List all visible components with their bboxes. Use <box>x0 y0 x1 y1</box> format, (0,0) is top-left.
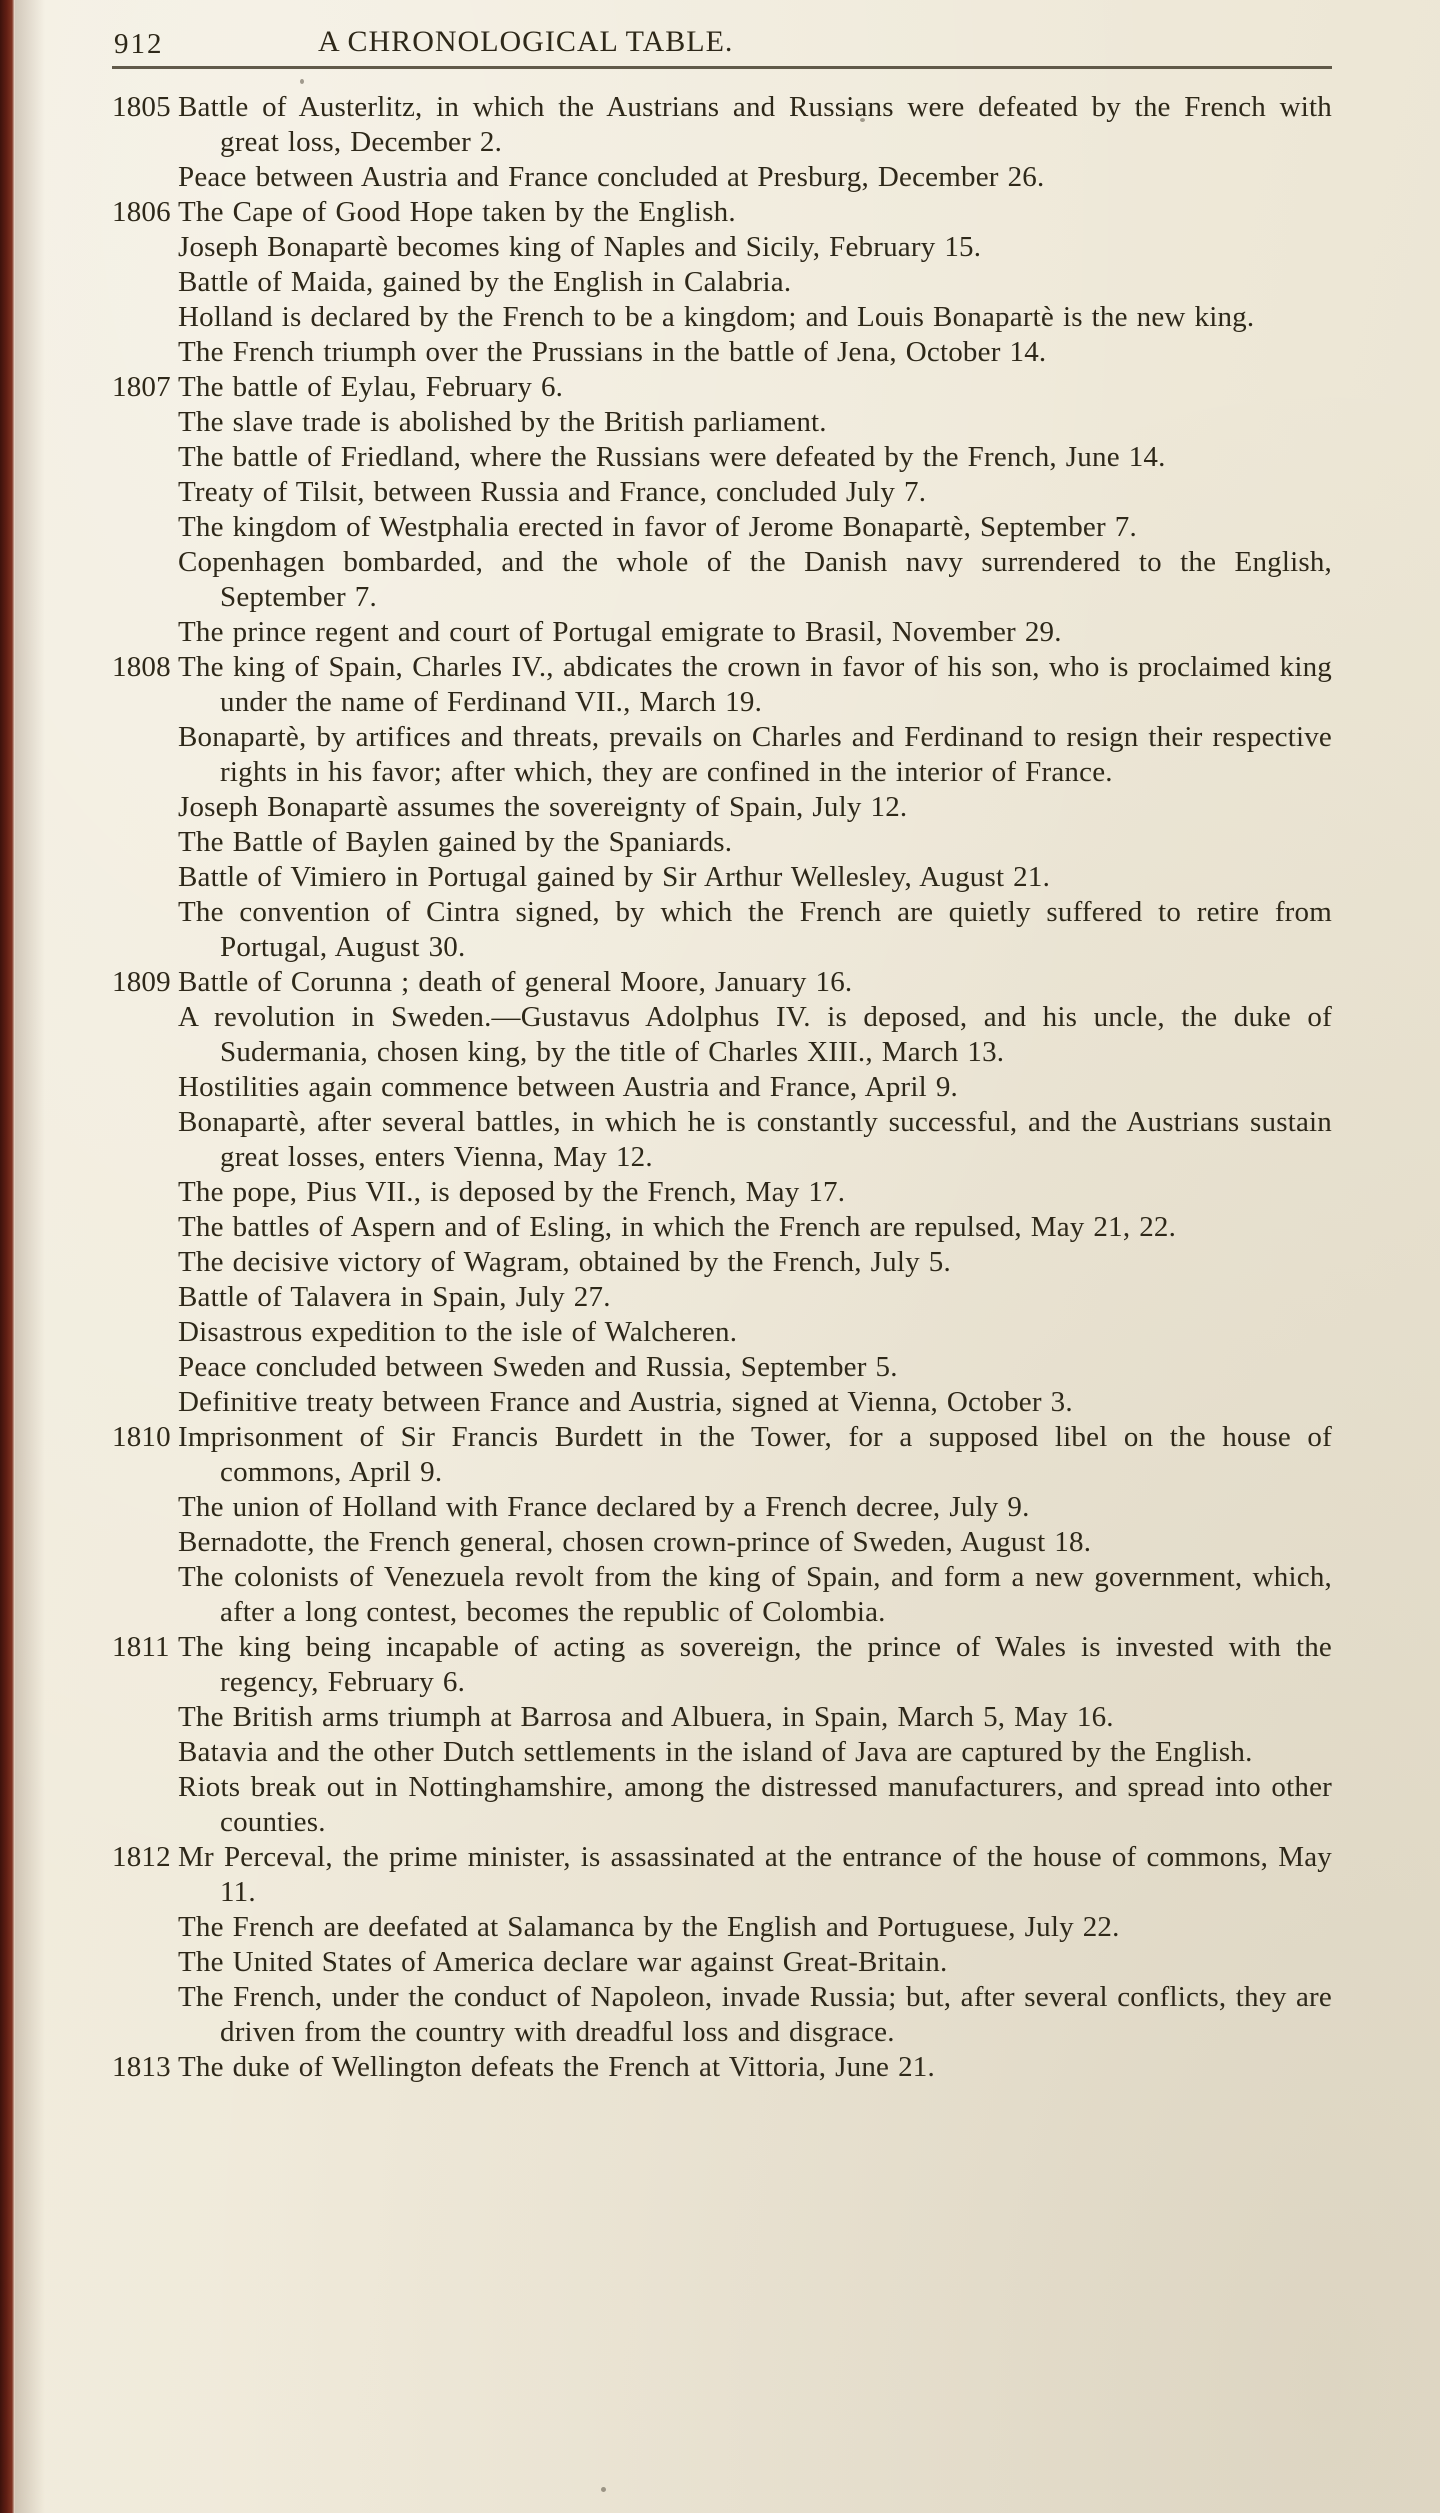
chronology-entry <box>112 440 1332 475</box>
entry-year <box>112 510 178 545</box>
entry-year: 1809 <box>112 966 171 998</box>
chronology-entry <box>112 790 1332 825</box>
entry-text: The slave trade is abolished by the British parliament. <box>178 406 827 438</box>
binding-edge-shadow <box>15 0 45 2513</box>
entry-year <box>112 1525 178 1560</box>
entry-text: Copenhagen bombarded, and the whole of the Danish navy surrendered to the English, September 7. <box>178 546 1332 613</box>
entry-text: Bonapartè, by artifices and threats, prevails on Charles and Ferdinand to resign their respective rights in his favor; after which, they are confined in the interior of France. <box>178 721 1332 788</box>
chronology-entry <box>112 1280 1332 1315</box>
entry-text: Batavia and the other Dutch settlements in the island of Java are captured by the English. <box>178 1736 1253 1768</box>
page-number: 912 <box>114 28 164 60</box>
entry-text: The convention of Cintra signed, by which the French are quietly suffered to retire from Portugal, August 30. <box>178 896 1332 963</box>
entry-year <box>112 405 178 440</box>
page-header <box>112 22 1332 66</box>
chronology-entry <box>112 1700 1332 1735</box>
entry-year <box>112 475 178 510</box>
entry-text: A revolution in Sweden.—Gustavus Adolphus IV. is deposed, and his uncle, the duke of Sudermania, chosen king, by the title of Charles XIII., March 13. <box>178 1001 1332 1068</box>
entry-text: Battle of Maida, gained by the English in Calabria. <box>178 266 792 298</box>
chronology-entry <box>112 615 1332 650</box>
chronology-entry <box>112 265 1332 300</box>
entry-text: Mr Perceval, the prime minister, is assassinated at the entrance of the house of commons, May 11. <box>178 1841 1332 1908</box>
paper-speck <box>601 2487 606 2492</box>
chronology-entry <box>112 965 1332 1000</box>
entry-year <box>112 440 178 475</box>
entry-text: The British arms triumph at Barrosa and Albuera, in Spain, March 5, May 16. <box>178 1701 1114 1733</box>
chronology-entry <box>112 1350 1332 1385</box>
entry-text: Disastrous expedition to the isle of Walcheren. <box>178 1316 738 1348</box>
entry-year <box>112 1175 178 1210</box>
chronology-entry <box>112 650 1332 720</box>
entry-year <box>112 1910 178 1945</box>
entry-text: The Cape of Good Hope taken by the English. <box>178 196 736 228</box>
entry-year <box>112 1315 178 1350</box>
chronology-entry <box>112 370 1332 405</box>
chronology-entry <box>112 1210 1332 1245</box>
entry-year: 1810 <box>112 1421 171 1453</box>
entry-year: 1813 <box>112 2051 171 2083</box>
entry-text: Battle of Talavera in Spain, July 27. <box>178 1281 611 1313</box>
entry-text: Riots break out in Nottinghamshire, among the distressed manufacturers, and spread into other counties. <box>178 1771 1332 1838</box>
entry-text: Peace concluded between Sweden and Russia, September 5. <box>178 1351 898 1383</box>
entry-text: The king of Spain, Charles IV., abdicates the crown in favor of his son, who is proclaimed king under the name of Ferdinand VII., March 19. <box>178 651 1332 718</box>
chronology-entry <box>112 1560 1332 1630</box>
entry-text: The United States of America declare war against Great-Britain. <box>178 1946 948 1978</box>
entry-text: The French, under the conduct of Napoleon, invade Russia; but, after several conflicts, they are driven from the country with dreadful loss and disgrace. <box>178 1981 1332 2048</box>
chronology-entry <box>112 1105 1332 1175</box>
chronology-entry <box>112 860 1332 895</box>
entry-year <box>112 1735 178 1770</box>
entry-year <box>112 160 178 195</box>
chronology-entry <box>112 1980 1332 2050</box>
entry-text: The French triumph over the Prussians in the battle of Jena, October 14. <box>178 336 1047 368</box>
entry-year <box>112 720 178 790</box>
chronology-list <box>112 90 1332 2085</box>
entry-year <box>112 1980 178 2050</box>
entry-text: Bernadotte, the French general, chosen crown-prince of Sweden, August 18. <box>178 1526 1092 1558</box>
entry-year: 1807 <box>112 371 171 403</box>
chronology-entry <box>112 1175 1332 1210</box>
chronology-entry <box>112 1945 1332 1980</box>
entry-text: The prince regent and court of Portugal emigrate to Brasil, November 29. <box>178 616 1062 648</box>
entry-year <box>112 1070 178 1105</box>
entry-text: The battle of Friedland, where the Russians were defeated by the French, June 14. <box>178 441 1166 473</box>
entry-year <box>112 1210 178 1245</box>
entry-text: The battle of Eylau, February 6. <box>178 371 564 403</box>
entry-year: 1806 <box>112 196 171 228</box>
entry-year <box>112 1350 178 1385</box>
entry-text: The colonists of Venezuela revolt from the king of Spain, and form a new government, which, after a long contest, becomes the republic of Colombia. <box>178 1561 1332 1628</box>
entry-year <box>112 230 178 265</box>
entry-year: 1811 <box>112 1631 170 1663</box>
chronology-entry <box>112 1420 1332 1490</box>
entry-text: Battle of Austerlitz, in which the Austrians and Russians were defeated by the French with great loss, December 2. <box>178 91 1332 158</box>
chronology-entry <box>112 1000 1332 1070</box>
chronology-entry <box>112 895 1332 965</box>
entry-year: 1805 <box>112 91 171 123</box>
entry-year <box>112 265 178 300</box>
chronology-entry <box>112 475 1332 510</box>
entry-text: Bonapartè, after several battles, in which he is constantly successful, and the Austrians sustain great losses, enters Vienna, May 12. <box>178 1106 1332 1173</box>
chronology-entry <box>112 1385 1332 1420</box>
entry-text: Imprisonment of Sir Francis Burdett in the Tower, for a supposed libel on the house of commons, April 9. <box>178 1421 1332 1488</box>
entry-year <box>112 545 178 615</box>
entry-text: The king being incapable of acting as sovereign, the prince of Wales is invested with the regency, February 6. <box>178 1631 1332 1698</box>
entry-text: The kingdom of Westphalia erected in favor of Jerome Bonapartè, September 7. <box>178 511 1137 543</box>
entry-year <box>112 1105 178 1175</box>
header-rule <box>112 66 1332 69</box>
chronology-entry <box>112 1245 1332 1280</box>
chronology-entry <box>112 335 1332 370</box>
entry-text: The union of Holland with France declared by a French decree, July 9. <box>178 1491 1030 1523</box>
entry-text: Holland is declared by the French to be a kingdom; and Louis Bonapartè is the new king. <box>178 301 1255 333</box>
entry-text: The duke of Wellington defeats the French at Vittoria, June 21. <box>178 2051 935 2083</box>
entry-text: Hostilities again commence between Austria and France, April 9. <box>178 1071 959 1103</box>
entry-year <box>112 860 178 895</box>
entry-text: The battles of Aspern and of Esling, in which the French are repulsed, May 21, 22. <box>178 1211 1177 1243</box>
entry-year <box>112 1560 178 1630</box>
entry-year <box>112 895 178 965</box>
entry-year <box>112 1700 178 1735</box>
entry-year <box>112 1945 178 1980</box>
entry-text: The Battle of Baylen gained by the Spaniards. <box>178 826 733 858</box>
entry-text: The pope, Pius VII., is deposed by the French, May 17. <box>178 1176 846 1208</box>
chronology-entry <box>112 160 1332 195</box>
entry-year <box>112 335 178 370</box>
chronology-entry <box>112 195 1332 230</box>
entry-year: 1808 <box>112 651 171 683</box>
entry-text: Definitive treaty between France and Austria, signed at Vienna, October 3. <box>178 1386 1073 1418</box>
entry-year <box>112 300 178 335</box>
entry-year <box>112 790 178 825</box>
chronology-entry <box>112 1315 1332 1350</box>
entry-year <box>112 1385 178 1420</box>
entry-year <box>112 1245 178 1280</box>
entry-year <box>112 1000 178 1070</box>
chronology-entry <box>112 1630 1332 1700</box>
entry-text: The decisive victory of Wagram, obtained by the French, July 5. <box>178 1246 951 1278</box>
entry-year <box>112 1490 178 1525</box>
entry-year <box>112 825 178 860</box>
chronology-entry <box>112 300 1332 335</box>
chronology-entry <box>112 1910 1332 1945</box>
chronology-entry <box>112 825 1332 860</box>
entry-text: Treaty of Tilsit, between Russia and France, concluded July 7. <box>178 476 927 508</box>
entry-text: Peace between Austria and France concluded at Presburg, December 26. <box>178 161 1045 193</box>
chronology-entry <box>112 230 1332 265</box>
chronology-entry <box>112 1770 1332 1840</box>
chronology-entry <box>112 545 1332 615</box>
chronology-entry <box>112 1735 1332 1770</box>
chronology-entry <box>112 2050 1332 2085</box>
entry-year <box>112 1280 178 1315</box>
page-title: A CHRONOLOGICAL TABLE. <box>318 25 734 58</box>
chronology-entry <box>112 405 1332 440</box>
chronology-entry <box>112 1490 1332 1525</box>
entry-year: 1812 <box>112 1841 171 1873</box>
entry-text: The French are deefated at Salamanca by the English and Portuguese, July 22. <box>178 1911 1120 1943</box>
entry-text: Joseph Bonapartè assumes the sovereignty of Spain, July 12. <box>178 791 908 823</box>
chronology-entry <box>112 1525 1332 1560</box>
chronology-entry <box>112 510 1332 545</box>
chronology-entry <box>112 1840 1332 1910</box>
entry-text: Joseph Bonapartè becomes king of Naples and Sicily, February 15. <box>178 231 982 263</box>
entry-text: Battle of Vimiero in Portugal gained by Sir Arthur Wellesley, August 21. <box>178 861 1051 893</box>
entry-text: Battle of Corunna ; death of general Moore, January 16. <box>178 966 853 998</box>
page-content <box>112 22 1332 2085</box>
chronology-entry <box>112 720 1332 790</box>
entry-year <box>112 615 178 650</box>
chronology-entry <box>112 90 1332 160</box>
chronology-entry <box>112 1070 1332 1105</box>
binding-edge <box>0 0 15 2513</box>
entry-year <box>112 1770 178 1840</box>
